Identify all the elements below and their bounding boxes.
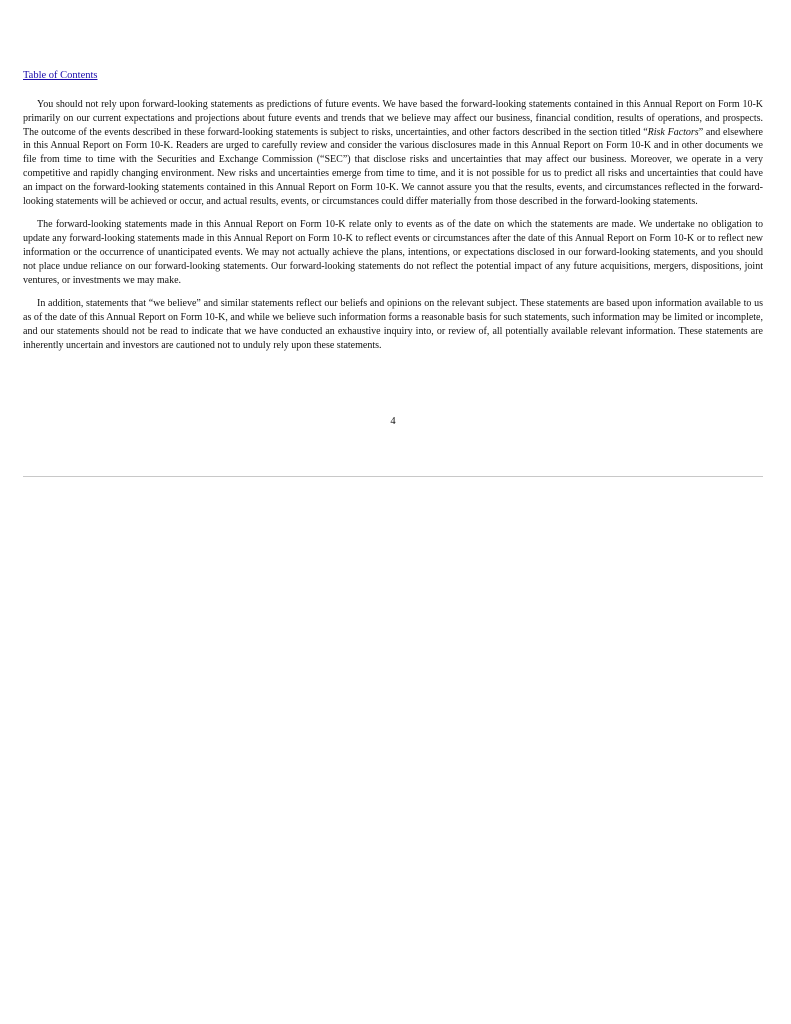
paragraph-1-text-start: You should not rely upon forward-looking statements as predictions of future events. We have based the forward-looking statements contained in this Annual Report on Form 10-K primarily on our current expectations and projections about future events and trends that we believe may affect our business, financial condition, results of operations, and prospects. The outcome of the events described in these forward-looking statements is subject to risks, uncertainties, and other factors described in the section titled “ [23,99,763,138]
body-text [23,98,763,363]
page-divider [23,476,763,477]
table-of-contents-link[interactable]: Table of Contents [23,70,98,81]
page-number: 4 [390,416,396,427]
paragraph-forward-looking-reliance [23,98,763,208]
paragraph-we-believe-statements: In addition, statements that “we believe” and similar statements reflect our beliefs and opinions on the relevant subject. These statements are based upon information available to us as of the date of this Annual Report on Form 10-K, and while we believe such information forms a reasonable basis for such statements, such information may be limited or incomplete, and our statements should not be read to indicate that we have conducted an exhaustive inquiry into, or review of, all potentially available relevant information. These statements are inherently uncertain and investors are cautioned not to unduly rely upon these statements. [23,298,763,351]
paragraph-no-obligation-to-update: The forward-looking statements made in this Annual Report on Form 10-K relate only to events as of the date on which the statements are made. We undertake no obligation to update any forward-looking statements made in this Annual Report on Form 10-K to reflect events or circumstances after the date of this Annual Report on Form 10-K or to reflect new information or the occurrence of unanticipated events. We may not actually achieve the plans, intentions, or expectations disclosed in our forward-looking statements, and you should not place undue reliance on our forward-looking statements. Our forward-looking statements do not reflect the potential impact of any future acquisitions, mergers, dispositions, joint ventures, or investments we may make. [23,219,763,286]
paragraph-1-text-end: ” and elsewhere in this Annual Report on Form 10-K. Readers are urged to carefully review and consider the various disclosures made in this Annual Report on Form 10-K and in other documents we file from time to time with the Securities and Exchange Commission (“SEC”) that disclose risks and uncertainties that may affect our business. Moreover, we operate in a very competitive and rapidly changing environment. New risks and uncertainties emerge from time to time, and it is not possible for us to predict all risks and uncertainties that could have an impact on the forward-looking statements contained in this Annual Report on Form 10-K. We cannot assure you that the results, events, and circumstances reflected in the forward-looking statements will be achieved or occur, and actual results, events, or circumstances could differ materially from those described in the forward-looking statements. [23,126,763,207]
risk-factors-italic: Risk Factors [647,126,699,138]
